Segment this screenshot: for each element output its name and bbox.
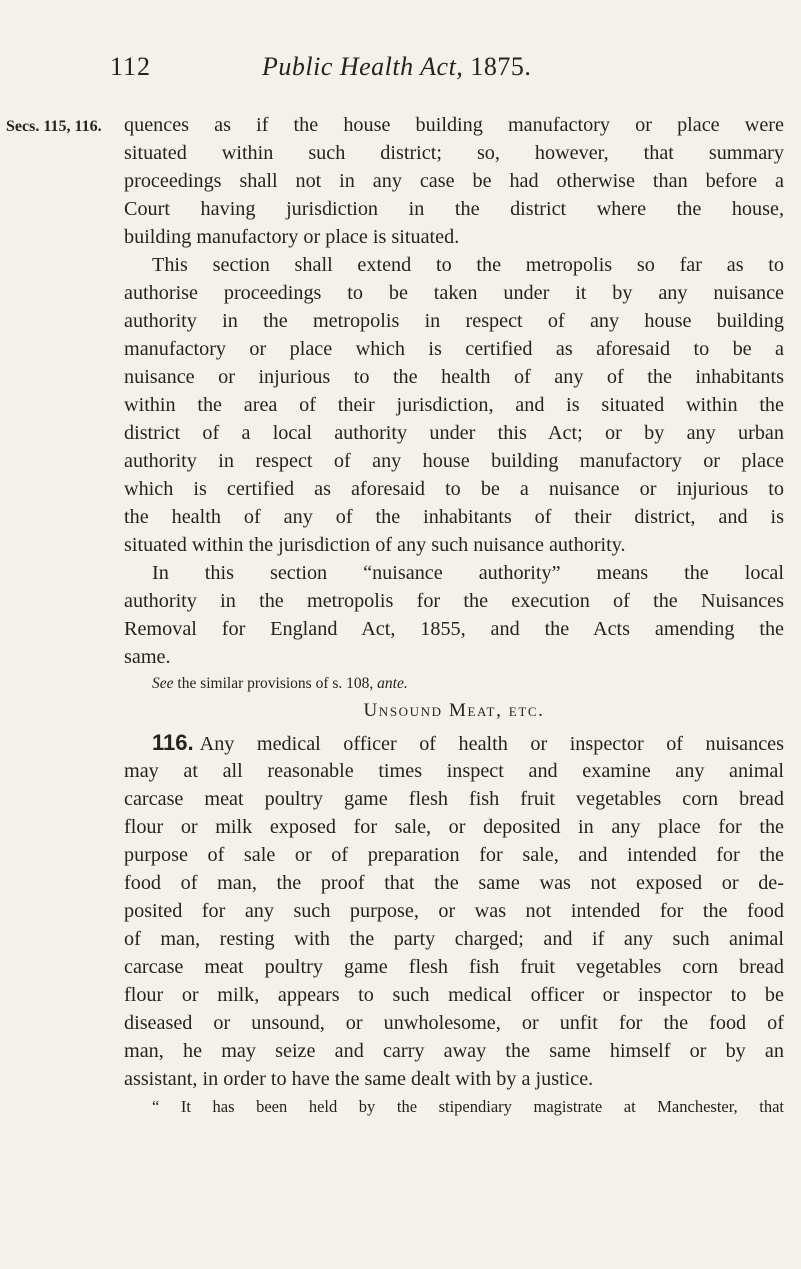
text-line: Removal for England Act, 1855, and the Acts amending the — [124, 618, 784, 640]
text-line: assistant, in order to have the same dealt with by a justice. — [124, 1068, 594, 1090]
header-title — [262, 52, 531, 82]
text-line: food of man, the proof that the same was not exposed or de- — [124, 872, 784, 894]
text-line: Court having jurisdiction in the district where the house, — [124, 198, 784, 220]
section-heading: Unsound Meat, etc. — [363, 700, 545, 721]
text-line: same. — [124, 646, 171, 668]
section-116-line-text: Any medical officer of health or inspector of nuisances — [199, 733, 784, 755]
text-line: man, he may seize and carry away the same himself or by an — [124, 1040, 784, 1062]
text-line: carcase meat poultry game flesh fish fruit vegetables corn bread — [124, 788, 784, 810]
running-head — [0, 52, 801, 92]
text-line: situated within the jurisdiction of any such nuisance authority. — [124, 534, 626, 556]
cross-ref-text: the similar provisions of s. 108, — [173, 675, 378, 692]
cross-ref-ante: ante. — [377, 675, 408, 692]
text-line: In this section “nuisance authority” means the local — [152, 562, 784, 584]
text-line: flour or milk exposed for sale, or deposited in any place for the — [124, 816, 784, 838]
text-line: situated within such district; so, however, that summary — [124, 142, 784, 164]
text-line: This section shall extend to the metropolis so far as to — [152, 254, 784, 276]
text-line: carcase meat poultry game flesh fish fruit vegetables corn bread — [124, 956, 784, 978]
footnote: “ It has been held by the stipendiary magistrate at Manchester, that — [152, 1097, 784, 1116]
text-line: manufactory or place which is certified as aforesaid to be a — [124, 338, 784, 360]
text-line: authority in the metropolis for the execution of the Nuisances — [124, 590, 784, 612]
text-line: of man, resting with the party charged; and if any such animal — [124, 928, 784, 950]
header-act-title: Public Health Act, — [262, 52, 464, 81]
margin-note: Secs. 115, 116. — [6, 118, 102, 135]
text-line: proceedings shall not in any case be had otherwise than before a — [124, 170, 784, 192]
text-line: which is certified as aforesaid to be a nuisance or injurious to — [124, 478, 784, 500]
cross-reference — [152, 673, 408, 695]
text-line: purpose of sale or of preparation for sale, and intended for the — [124, 844, 784, 866]
text-line: authority in respect of any house building manufactory or place — [124, 450, 784, 472]
text-line: posited for any such purpose, or was not intended for the food — [124, 900, 784, 922]
header-year: 1875. — [470, 52, 532, 81]
section-number: 116. — [152, 730, 194, 755]
text-line: may at all reasonable times inspect and examine any animal — [124, 760, 784, 782]
cross-ref-see: See — [152, 675, 174, 692]
text-line: diseased or unsound, or unwholesome, or unfit for the food of — [124, 1012, 784, 1034]
section-116-first-line — [124, 730, 784, 757]
text-line: the health of any of the inhabitants of their district, and is — [124, 506, 784, 528]
text-line: quences as if the house building manufactory or place were — [124, 114, 784, 136]
text-line: within the area of their jurisdiction, and is situated within the — [124, 394, 784, 416]
text-line: district of a local authority under this Act; or by any urban — [124, 422, 784, 444]
text-line: flour or milk, appears to such medical officer or inspector to be — [124, 984, 784, 1006]
text-line: building manufactory or place is situated. — [124, 226, 460, 248]
text-line: authority in the metropolis in respect of any house building — [124, 310, 784, 332]
text-line: authorise proceedings to be taken under it by any nuisance — [124, 282, 784, 304]
page-number: 112 — [110, 52, 152, 81]
text-line: nuisance or injurious to the health of any of the inhabitants — [124, 366, 784, 388]
